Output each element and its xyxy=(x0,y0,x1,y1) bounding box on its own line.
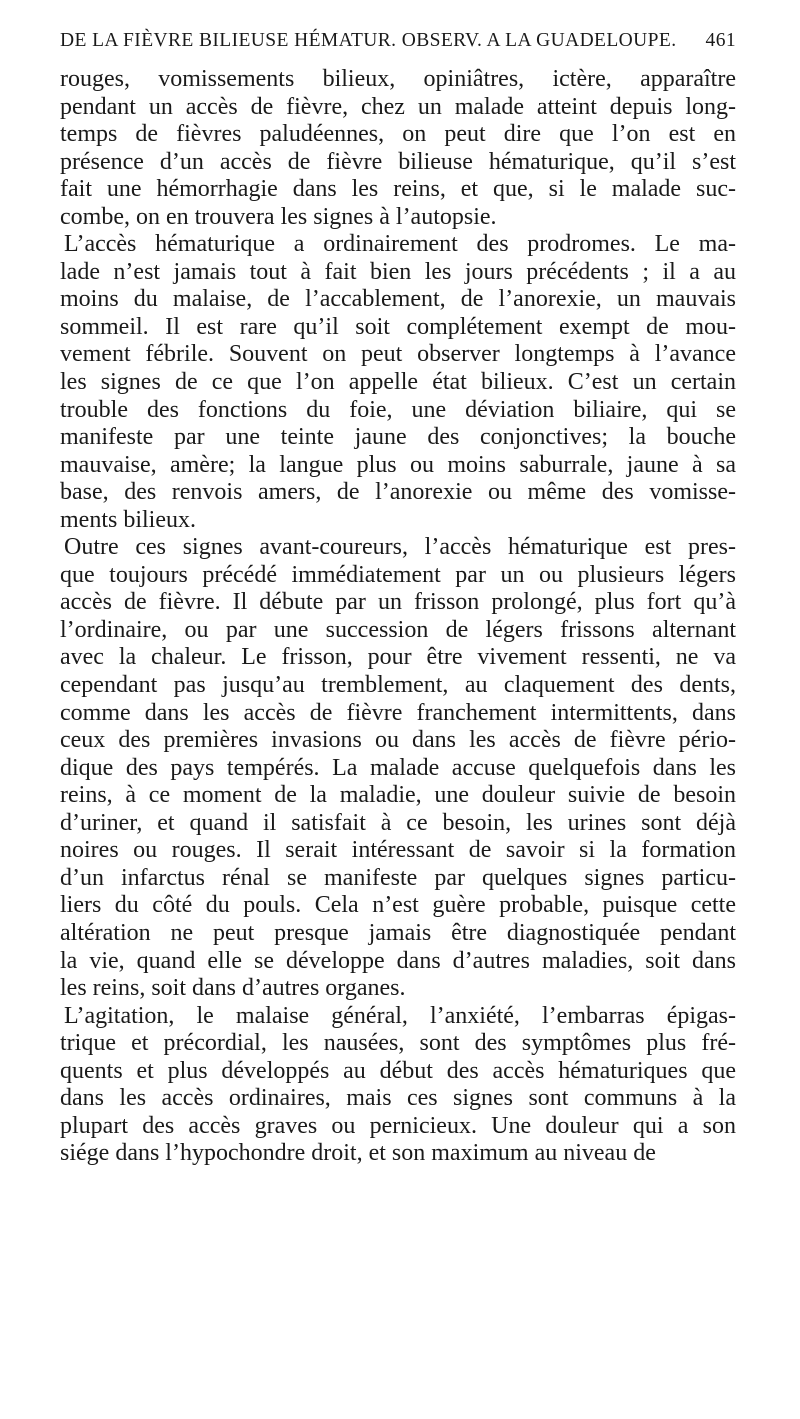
paragraph xyxy=(60,1003,736,1168)
text-line: l’ordinaire, ou par une succession de légers frissons alternant xyxy=(60,616,736,643)
text-line: reins, à ce moment de la maladie, une douleur suivie de besoin xyxy=(60,782,736,809)
text-line: base, des renvois amers, de l’anorexie ou même des vomisse- xyxy=(60,479,736,506)
text-line: moins du malaise, de l’accablement, de l’anorexie, un mauvais xyxy=(60,286,736,313)
text-line: noires ou rouges. Il serait intéressant de savoir si la formation xyxy=(60,837,736,864)
text-line: avec la chaleur. Le frisson, pour être vivement ressenti, ne va xyxy=(60,644,736,671)
text-line: trique et précordial, les nausées, sont des symptômes plus fré- xyxy=(60,1030,736,1057)
text-line: manifeste par une teinte jaune des conjonctives; la bouche xyxy=(60,424,736,451)
text-line: L’agitation, le malaise général, l’anxiété, l’embarras épigas- xyxy=(64,1002,736,1029)
running-title: DE LA FIÈVRE BILIEUSE HÉMATUR. OBSERV. A LA GUADELOUPE. xyxy=(60,30,677,51)
text-line: altération ne peut presque jamais être diagnostiquée pendant xyxy=(60,919,736,946)
text-line: lade n’est jamais tout à fait bien les jours précédents ; il a au xyxy=(60,258,736,285)
text-line: rouges, vomissements bilieux, opiniâtres, ictère, apparaître xyxy=(60,66,736,92)
running-head xyxy=(60,30,736,52)
text-line: sommeil. Il est rare qu’il soit complétement exempt de mou- xyxy=(60,313,736,340)
text-line: L’accès hématurique a ordinairement des prodromes. Le ma- xyxy=(64,231,736,258)
text-line: la vie, quand elle se développe dans d’autres maladies, soit dans xyxy=(60,947,736,974)
text-line: pendant un accès de fièvre, chez un malade atteint depuis long- xyxy=(60,93,736,120)
paragraph xyxy=(60,231,736,534)
text-line: accès de fièvre. Il débute par un frisson prolongé, plus fort qu’à xyxy=(60,589,736,616)
text-line: présence d’un accès de fièvre bilieuse hématurique, qu’il s’est xyxy=(60,148,736,175)
text-line: d’un infarctus rénal se manifeste par quelques signes particu- xyxy=(60,864,736,891)
text-line: cependant pas jusqu’au tremblement, au claquement des dents, xyxy=(60,672,736,699)
text-line: liers du côté du pouls. Cela n’est guère probable, puisque cette xyxy=(60,892,736,919)
text-line: fait une hémorrhagie dans les reins, et que, si le malade suc- xyxy=(60,176,736,203)
text-line: quents et plus développés au début des accès hématuriques que xyxy=(60,1057,736,1084)
text-line: dique des pays tempérés. La malade accuse quelquefois dans les xyxy=(60,754,736,781)
text-line: comme dans les accès de fièvre franchement intermittents, dans xyxy=(60,699,736,726)
text-line: d’uriner, et quand il satisfait à ce besoin, les urines sont déjà xyxy=(60,809,736,836)
text-line: que toujours précédé immédiatement par un ou plusieurs légers xyxy=(60,561,736,588)
text-line: les reins, soit dans d’autres organes. xyxy=(60,975,406,1002)
text-line: ments bilieux. xyxy=(60,506,196,533)
text-line: ceux des premières invasions ou dans les accès de fièvre pério- xyxy=(60,727,736,754)
text-line: vement fébrile. Souvent on peut observer longtemps à l’avance xyxy=(60,341,736,368)
text-line: siége dans l’hypochondre droit, et son maximum au niveau de xyxy=(60,1140,656,1167)
text-line: combe, on en trouvera les signes à l’autopsie. xyxy=(60,203,497,230)
book-page xyxy=(60,30,736,1168)
text-line: Outre ces signes avant-coureurs, l’accès hématurique est pres- xyxy=(64,534,736,561)
paragraph xyxy=(60,534,736,1002)
text-line: mauvaise, amère; la langue plus ou moins saburrale, jaune à sa xyxy=(60,451,736,478)
text-line: temps de fièvres paludéennes, on peut dire que l’on est en xyxy=(60,121,736,148)
text-line: plupart des accès graves ou pernicieux. Une douleur qui a son xyxy=(60,1112,736,1139)
text-line: trouble des fonctions du foie, une déviation biliaire, qui se xyxy=(60,396,736,423)
text-line: les signes de ce que l’on appelle état bilieux. C’est un certain xyxy=(60,369,736,396)
page-number: 461 xyxy=(705,30,736,51)
body-text xyxy=(60,66,736,1168)
paragraph xyxy=(60,66,736,231)
text-line: dans les accès ordinaires, mais ces signes sont communs à la xyxy=(60,1085,736,1112)
